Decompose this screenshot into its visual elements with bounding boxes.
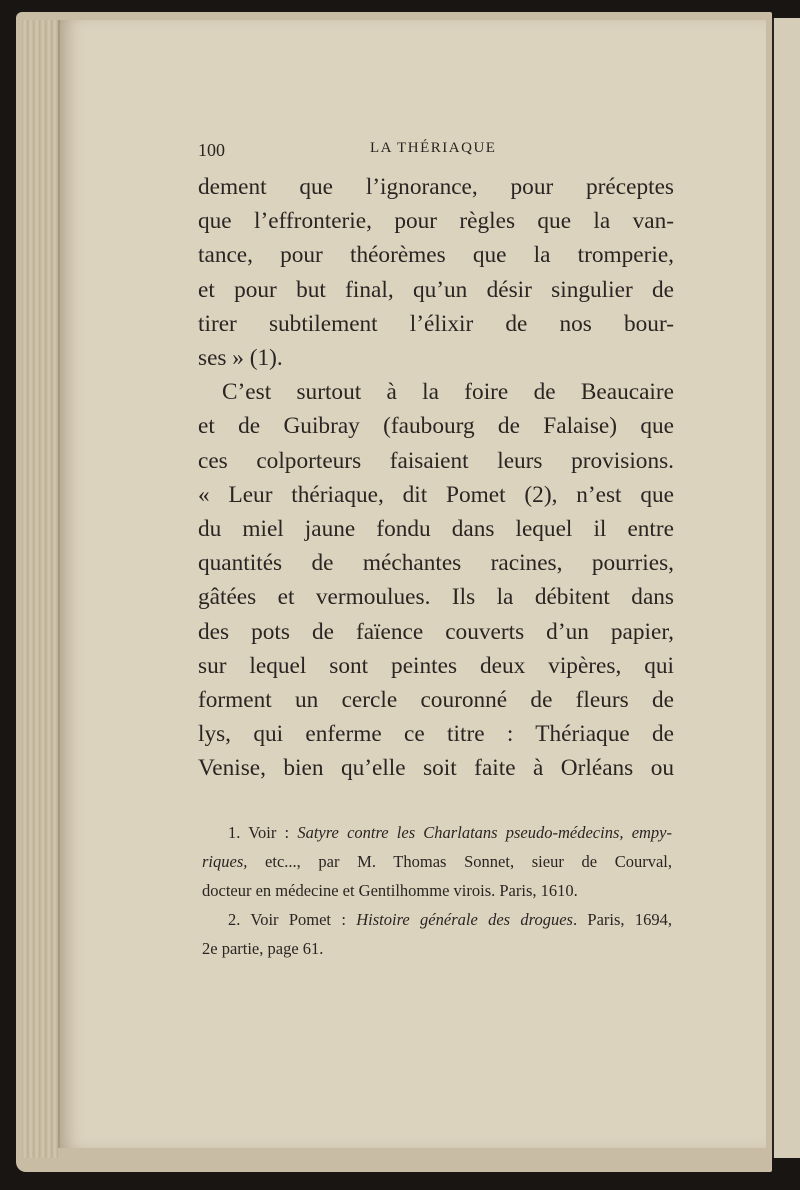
footnote-2-line [202,905,672,934]
text-line: « Leur thériaque, dit Pomet (2), n’est que [198,481,674,508]
page-title: LA THÉRIAQUE [370,140,497,156]
text-line: ces colporteurs faisaient leurs provisions. [198,447,674,474]
text-line: ses » (1). [198,345,283,372]
footnote-1-line [202,847,672,876]
footnote-1-line [202,818,672,847]
text-line: et pour but final, qu’un désir singulier de [198,276,674,303]
footnotes [202,818,672,963]
text-line: des pots de faïence couverts d’un papier, [198,618,674,645]
footnote-2-line: 2e partie, page 61. [202,939,324,958]
footnote-text: etc..., par M. Thomas Sonnet, sieur de Courval, [247,852,672,871]
text-line: tirer subtilement l’élixir de nos bour- [198,310,674,337]
text-line: sur lequel sont peintes deux vipères, qui [198,652,674,679]
text-line: et de Guibray (faubourg de Falaise) que [198,413,674,440]
facing-page-edge [772,18,800,1158]
text-line: tance, pour théorèmes que la tromperie, [198,242,674,269]
text-line: Venise, bien qu’elle soit faite à Orléans ou [198,755,674,782]
footnote-title: Satyre contre les Charlatans pseudo-médecins, empy- [297,823,672,842]
footnote-text: 1. Voir : [228,823,298,842]
footnote-title: Histoire générale des drogues [356,910,573,929]
text-line: du miel jaune fondu dans lequel il entre [198,516,674,543]
footnote-1-line: docteur en médecine et Gentilhomme virois. Paris, 1610. [202,881,578,900]
text-line: gâtées et vermoulues. Ils la débitent dans [198,584,674,611]
footnote-text: . Paris, 1694, [572,910,673,929]
text-line: forment un cercle couronné de fleurs de [198,687,674,714]
text-line: C’est surtout à la foire de Beaucaire [222,379,674,406]
body-text [198,170,674,786]
text-line: que l’effronterie, pour règles que la van- [198,208,674,235]
text-line: lys, qui enferme ce titre : Thériaque de [198,721,674,748]
footnote-text: 2. Voir Pomet : [228,910,357,929]
text-line: quantités de méchantes racines, pourries, [198,550,674,577]
page-number: 100 [198,140,225,160]
footnote-title: riques, [202,852,248,871]
text-line: dement que l’ignorance, pour préceptes [198,174,674,200]
